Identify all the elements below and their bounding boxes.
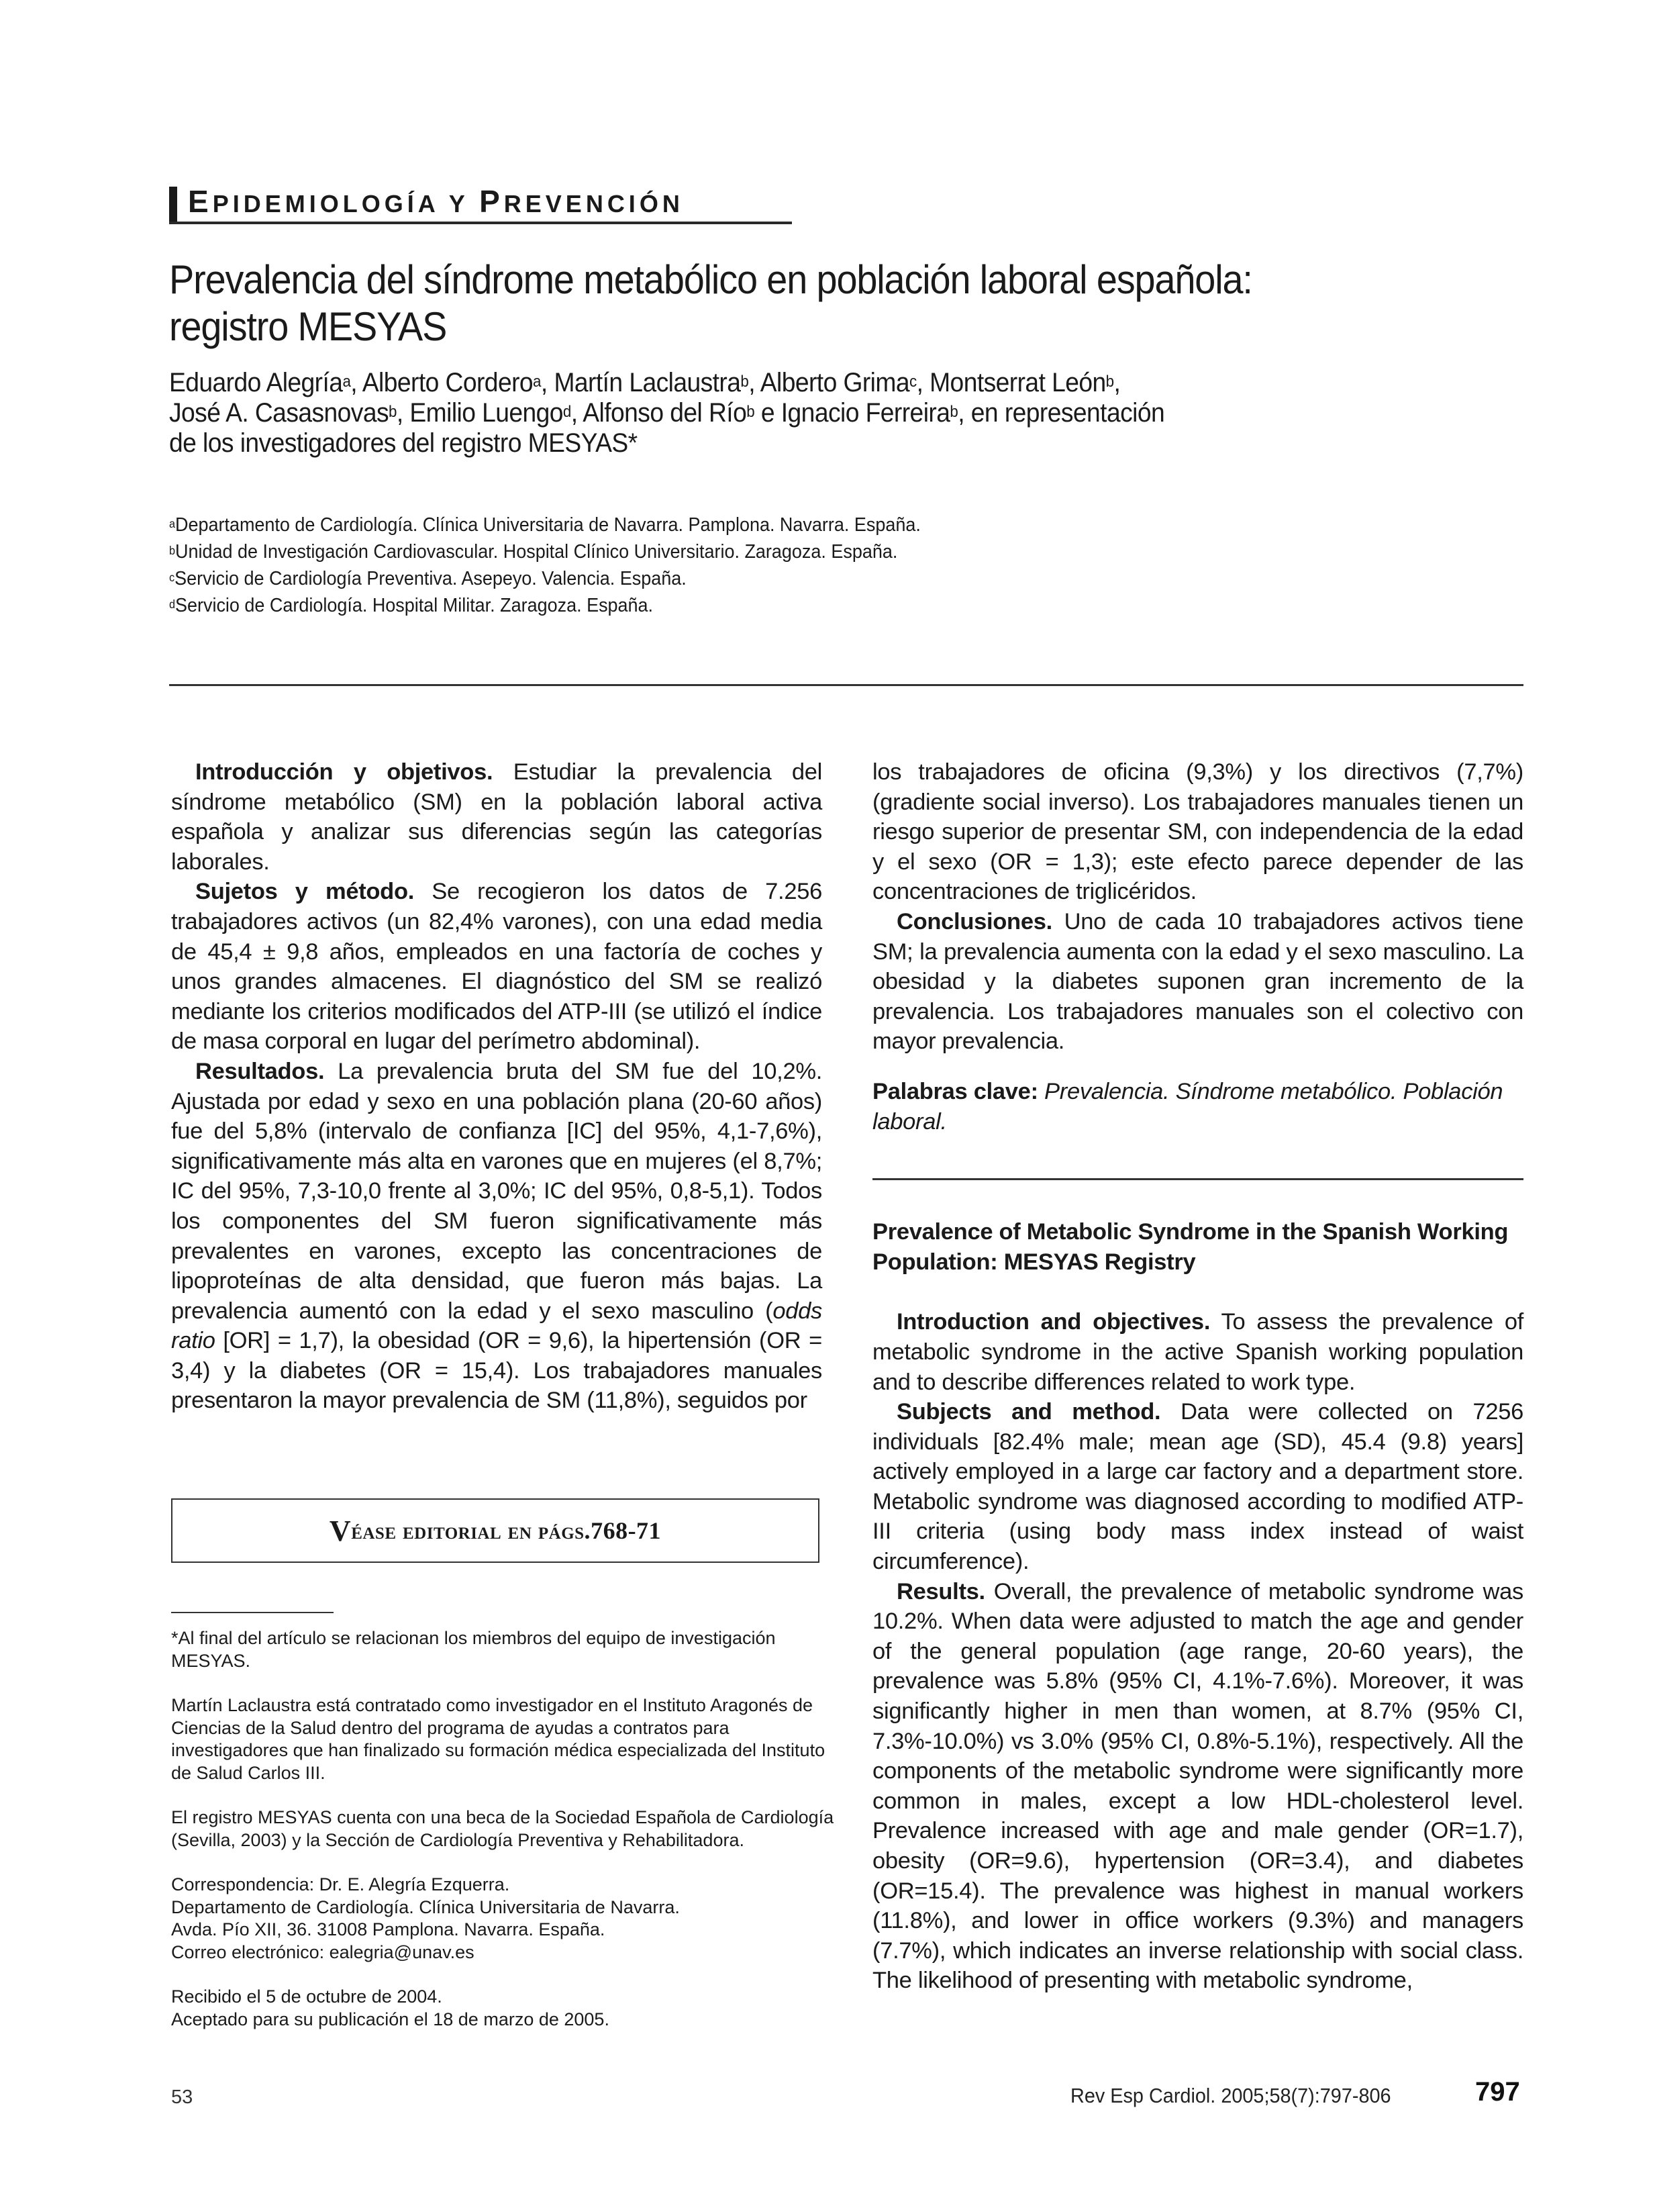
footnote-grant: El registro MESYAS cuenta con una beca de la Sociedad Española de Cardiología (Sevilla, 2003) y la Sección de Cardiología Preventiva y Rehabilitadora. xyxy=(171,1807,834,1850)
affiliation-a xyxy=(169,512,1230,538)
author-separator: , xyxy=(916,368,930,397)
section-header-text: EPIDEMIOLOGÍA Y PREVENCIÓN xyxy=(188,184,684,219)
author-group-note: de los investigadores del registro MESYAS* xyxy=(169,428,638,458)
affiliation-mark: d xyxy=(169,597,175,611)
received-accepted-dates: Recibido el 5 de octubre de 2004. Aceptado para su publicación el 18 de marzo de 2005. xyxy=(171,1986,609,2029)
author-affiliation-mark: b xyxy=(389,403,397,421)
keywords: Palabras clave: Prevalencia. Síndrome metabólico. Población laboral. xyxy=(872,1078,1503,1135)
abstract-conclusions: Conclusiones. Uno de cada 10 trabajadores activos tiene SM; la prevalencia aumenta con la edad y el sexo masculino. La obesidad y la diabetes suponen gran incremento de la prevalencia. Los trabajadores manuales son el colectivo con mayor prevalencia. xyxy=(872,908,1523,1055)
affiliation-text: Servicio de Cardiología. Hospital Militar. Zaragoza. España. xyxy=(174,595,654,616)
footnote-investigators: *Al final del artículo se relacionan los miembros del equipo de investigación MESYAS. xyxy=(171,1628,776,1671)
author-separator: , xyxy=(396,398,410,428)
english-methods: Subjects and method. Data were collected on 7256 individuals [82.4% male; mean age (SD), 45.4 (9.8) years] actively employed in a large car factory and a department store. Metabolic syndrome was diagnosed according to modified ATP-III criteria (using body mass index instead of waist circumference). xyxy=(872,1399,1523,1575)
affiliations xyxy=(169,512,1230,619)
author-name: Montserrat León xyxy=(930,368,1106,397)
author-separator: , xyxy=(540,368,554,397)
author-name: Alfonso del Río xyxy=(583,398,747,428)
correspondence: Correspondencia: Dr. E. Alegría Ezquerra. Departamento de Cardiología. Clínica Universitaria de Navarra. Avda. Pío XII, 36. 31008 Pamplona. Navarra. España. Correo electrónico: ealegria@unav.es xyxy=(171,1874,836,1964)
section-header-bar xyxy=(169,187,177,222)
author-separator: e xyxy=(754,398,781,428)
author-affiliation-mark: a xyxy=(533,373,541,391)
article-title: Prevalencia del síndrome metabólico en población laboral española: registro MESYAS xyxy=(169,257,1252,349)
keywords-divider xyxy=(872,1178,1523,1180)
author-separator: , xyxy=(1113,368,1121,397)
author-affiliation-mark: b xyxy=(950,403,958,421)
affiliation-mark: c xyxy=(169,571,175,584)
affiliation-text: Departamento de Cardiología. Clínica Universitaria de Navarra. Pamplona. Navarra. España. xyxy=(174,514,921,536)
author-affiliation-mark: b xyxy=(1105,373,1114,391)
abstract-results: Resultados. La prevalencia bruta del SM fue del 10,2%. Ajustada por edad y sexo en una población plana (20-60 años) fue del 5,8% (intervalo de confianza [IC] del 95%, 4,1-7,6%), significativamente más alta en varones que en mujeres (el 8,7%; IC del 95%, 7,3-10,0 frente al 3,0%; IC del 95%, 0,8-5,1). Todos los componentes del SM fueron significativamente más prevalentes en varones, excepto las concentraciones de lipoproteínas de alta densidad, que fueron más bajas. La prevalencia aumentó con la edad y el sexo masculino (odds ratio [OR] = 1,7), la obesidad (OR = 9,6), la hipertensión (OR = 3,4) y la diabetes (OR = 15,4). Los trabajadores manuales presentaron la mayor prevalencia de SM (11,8%), seguidos por xyxy=(171,1058,822,1414)
author-separator: , en representación xyxy=(958,398,1165,428)
affiliation-c xyxy=(169,565,1230,592)
author-separator: , xyxy=(350,368,362,397)
author-name: Emilio Luengo xyxy=(409,398,563,428)
editorial-reference-box: V éase editorial en págs. 768-71 xyxy=(171,1498,819,1563)
footnote-funding-laclaustra: Martín Laclaustra está contratado como investigador en el Instituto Aragonés de Ciencias de la Salud dentro del programa de ayudas a contratos para investigadores que han finalizado su formación médica especializada del Instituto de Salud Carlos III. xyxy=(171,1695,825,1783)
affiliation-d xyxy=(169,592,1230,619)
author-affiliation-mark: d xyxy=(562,403,571,421)
author-list xyxy=(169,368,1355,459)
section-header-rule xyxy=(169,222,792,224)
email-link[interactable]: Correo electrónico: ealegria@unav.es xyxy=(171,1941,474,1962)
footnotes xyxy=(171,1627,836,2053)
author-name: Eduardo Alegría xyxy=(169,368,343,397)
affiliation-b xyxy=(169,538,1230,565)
author-name: José A. Casasnovas xyxy=(169,398,389,428)
abstract-right-column xyxy=(872,757,1523,1996)
english-title: Prevalence of Metabolic Syndrome in the Spanish Working Population: MESYAS Registry xyxy=(872,1219,1509,1275)
english-results: Results. Overall, the prevalence of metabolic syndrome was 10.2%. When data were adjusted to match the age and gender of the general population (age range, 20-60 years), the prevalence was 5.8% (95% CI, 4.1%-7.6%). Moreover, it was significantly higher in men than women, at 8.7% (95% CI, 7.3%-10.0%) vs 3.0% (95% CI, 0.8%-5.1%), respectively. All the components of the metabolic syndrome were significantly more common in males, except a low HDL-cholesterol level. Prevalence increased with age and male gender (OR=1.7), obesity (OR=9.6), hypertension (OR=3.4), and diabetes (OR=15.4). The prevalence was highest in manual workers (11.8%), and lower in office workers (9.3%) and managers (7.7%), which indicates an inverse relationship with social class. The likelihood of presenting with metabolic syndrome, xyxy=(872,1578,1523,1994)
author-separator: , xyxy=(570,398,583,428)
abstract-results-continued: los trabajadores de oficina (9,3%) y los directivos (7,7%) (gradiente social inverso). Los trabajadores manuales tienen un riesgo superior de presentar SM, con independencia de la edad y el sexo (OR = 1,3); este efecto parece depender de las concentraciones de triglicéridos. xyxy=(872,759,1523,905)
affiliation-text: Unidad de Investigación Cardiovascular. Hospital Clínico Universitario. Zaragoza. España. xyxy=(174,541,898,563)
english-intro: Introduction and objectives. To assess the prevalence of metabolic syndrome in the active Spanish working population and to describe differences related to work type. xyxy=(872,1309,1523,1395)
affiliation-text: Servicio de Cardiología Preventiva. Asepeyo. Valencia. España. xyxy=(174,568,687,589)
author-separator: , xyxy=(748,368,760,397)
author-affiliation-mark: b xyxy=(746,403,755,421)
abstract-intro: Introducción y objetivos. Estudiar la prevalencia del síndrome metabólico (SM) en la población laboral activa española y analizar sus diferencias según las categorías laborales. xyxy=(171,759,822,875)
footer-citation: Rev Esp Cardiol. 2005;58(7):797-806 xyxy=(1070,2084,1391,2107)
author-affiliation-mark: a xyxy=(342,373,351,391)
abstract-spanish-left xyxy=(171,757,822,1416)
footer-page-number: 797 xyxy=(1475,2077,1520,2107)
footnote-divider xyxy=(171,1612,334,1613)
header-divider xyxy=(169,684,1523,686)
author-affiliation-mark: b xyxy=(740,373,749,391)
affiliation-mark: b xyxy=(169,544,175,557)
abstract-methods: Sujetos y método. Se recogieron los datos de 7.256 trabajadores activos (un 82,4% varones), con una edad media de 45,4 ± 9,8 años, empleados en una factoría de coches y unos grandes almacenes. El diagnóstico del SM se realizó mediante los criterios modificados del ATP-III (se utilizó el índice de masa corporal en lugar del perímetro abdominal). xyxy=(171,879,822,1055)
author-affiliation-mark: c xyxy=(909,373,917,391)
affiliation-mark: a xyxy=(169,517,175,530)
footer-page-sequence: 53 xyxy=(171,2086,193,2108)
author-name: Alberto Grima xyxy=(760,368,909,397)
author-name: Ignacio Ferreira xyxy=(781,398,950,428)
section-header xyxy=(169,183,792,224)
author-name: Martín Laclaustra xyxy=(554,368,741,397)
author-name: Alberto Cordero xyxy=(362,368,534,397)
